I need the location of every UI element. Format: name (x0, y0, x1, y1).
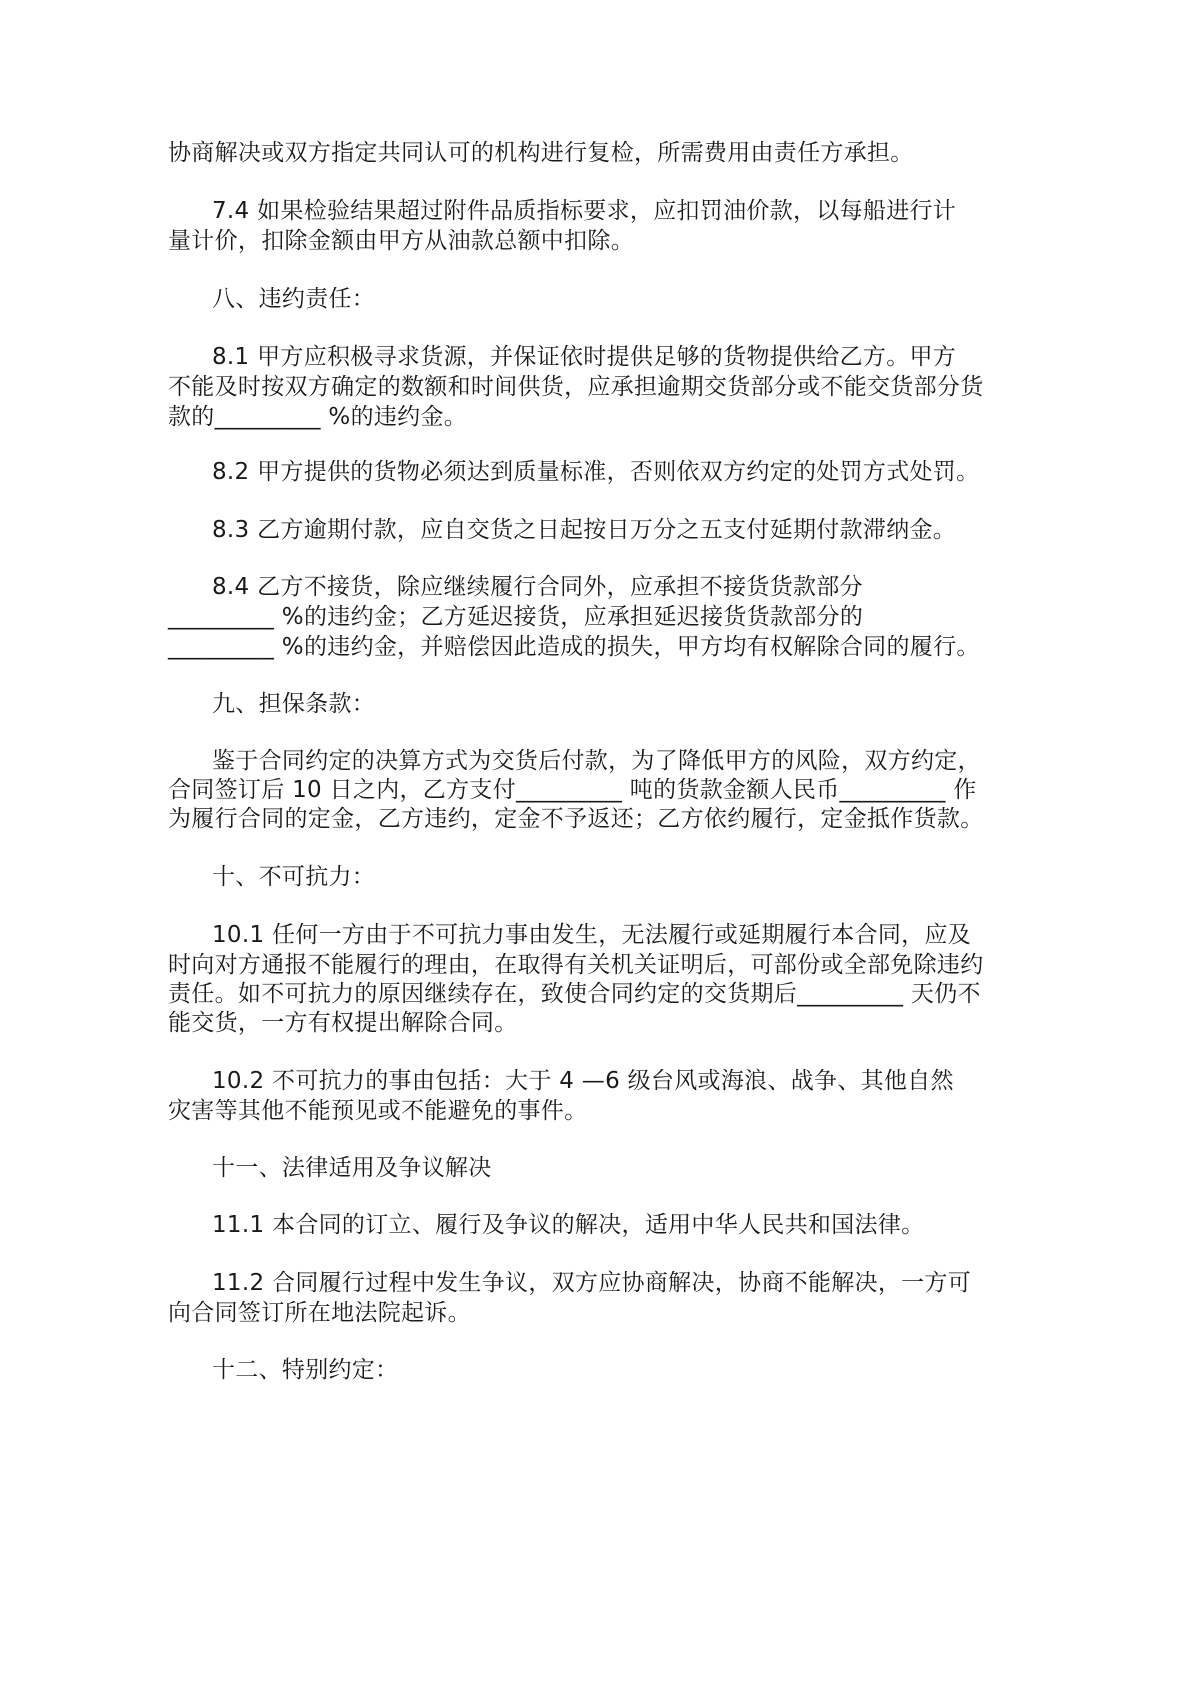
clause-7-3-continuation-line: 协商解决或双方指定共同认可的机构进行复检，所需费用由责任方承担。 (168, 140, 914, 166)
clause-10-2-line-2: 灾害等其他不能预见或不能避免的事件。 (168, 1098, 588, 1124)
clause-8-1-line-3: 款的_________ %的违约金。 (168, 404, 468, 430)
section-10-heading: 十、不可抗力： (212, 864, 376, 890)
clause-11-2-line-2: 向合同签订所在地法院起诉。 (168, 1300, 471, 1326)
section-9-heading: 九、担保条款： (212, 691, 376, 717)
clause-10-1-line-4: 能交货，一方有权提出解除合同。 (168, 1010, 518, 1036)
clause-10-2-line-1: 10.2 不可抗力的事由包括：大于 4 —6 级台风或海浪、战争、其他自然 (212, 1068, 954, 1094)
section-9-body-line-3: 为履行合同的定金，乙方违约，定金不予返还；乙方依约履行，定金抵作货款。 (168, 806, 984, 832)
clause-8-2-line: 8.2 甲方提供的货物必须达到质量标准，否则依双方约定的处罚方式处罚。 (212, 459, 980, 485)
clause-8-3-line: 8.3 乙方逾期付款，应自交货之日起按日万分之五支付延期付款滞纳金。 (212, 517, 957, 543)
section-12-heading: 十二、特别约定： (212, 1357, 399, 1383)
clause-7-4-line-2: 量计价，扣除金额由甲方从油款总额中扣除。 (168, 228, 634, 254)
section-9-body-line-1: 鉴于合同约定的决算方式为交货后付款，为了降低甲方的风险，双方约定， (212, 748, 981, 774)
clause-7-4-line-1: 7.4 如果检验结果超过附件品质指标要求，应扣罚油价款，以每船进行计 (212, 198, 957, 224)
clause-8-1-line-1: 8.1 甲方应积极寻求货源，并保证依时提供足够的货物提供给乙方。甲方 (212, 344, 957, 370)
clause-8-4-line-1: 8.4 乙方不接货，除应继续履行合同外，应承担不接货货款部分 (212, 574, 863, 600)
section-9-body-line-2: 合同签订后 10 日之内，乙方支付_________ 吨的货款金额人民币_________ 作 (168, 777, 977, 803)
clause-10-1-line-3: 责任。如不可抗力的原因继续存在，致使合同约定的交货期后_________ 天仍不 (168, 981, 981, 1007)
clause-10-1-line-2: 时向对方通报不能履行的理由，在取得有关机关证明后，可部份或全部免除违约 (168, 952, 984, 978)
clause-8-4-line-3: _________ %的违约金，并赔偿因此造成的损失，甲方均有权解除合同的履行。 (168, 634, 980, 660)
clause-8-4-line-2: _________ %的违约金；乙方延迟接货，应承担延迟接货货款部分的 (168, 604, 864, 630)
section-11-heading: 十一、法律适用及争议解决 (212, 1155, 492, 1181)
clause-11-2-line-1: 11.2 合同履行过程中发生争议，双方应协商解决，协商不能解决，一方可 (212, 1270, 972, 1296)
clause-8-1-line-2: 不能及时按双方确定的数额和时间供货，应承担逾期交货部分或不能交货部分货 (168, 374, 984, 400)
section-8-heading: 八、违约责任： (212, 286, 376, 312)
clause-10-1-line-1: 10.1 任何一方由于不可抗力事由发生，无法履行或延期履行本合同，应及 (212, 922, 972, 948)
clause-11-1-line: 11.1 本合同的订立、履行及争议的解决，适用中华人民共和国法律。 (212, 1212, 925, 1238)
